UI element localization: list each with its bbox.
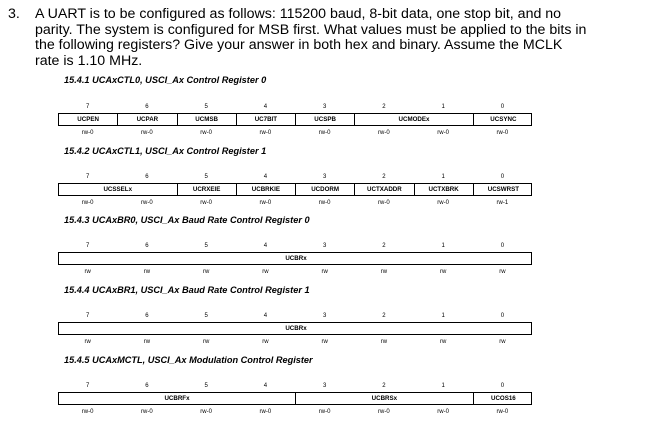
access-type: rw-0 — [141, 130, 153, 136]
bit-number: 4 — [263, 243, 268, 249]
access-type: rw-0 — [81, 200, 94, 206]
bit-number: 7 — [85, 104, 90, 110]
access-type: rw — [202, 269, 210, 275]
access-type: rw-0 — [141, 200, 153, 206]
access-type: rw-0 — [200, 200, 212, 206]
access-type: rw — [380, 339, 388, 345]
access-type: rw-0 — [259, 409, 272, 415]
bit-number: 3 — [322, 313, 327, 319]
register-field: UCPAR — [118, 114, 177, 125]
bit-number: 6 — [145, 104, 149, 110]
register-field: UCTXBRK — [415, 184, 474, 195]
register-fields — [58, 322, 532, 335]
bit-number: 5 — [204, 243, 208, 249]
register-title: 15.4.4 UCAxBR1, USCI_Ax Baud Rate Control Register 1 — [64, 285, 310, 295]
bit-number-row — [58, 382, 532, 392]
bit-number: 3 — [322, 104, 327, 110]
register-field: UCPEN — [59, 114, 118, 125]
bit-number: 2 — [382, 174, 386, 180]
bit-number: 5 — [204, 313, 208, 319]
access-type: rw-0 — [496, 409, 509, 415]
register-field: UC7BIT — [237, 114, 296, 125]
bit-number: 7 — [85, 174, 90, 180]
bit-number-row — [58, 312, 532, 322]
access-type: rw — [439, 269, 447, 275]
register-field: UCMODEx — [355, 114, 474, 125]
bit-number: 0 — [500, 383, 505, 389]
register-title: 15.4.3 UCAxBR0, USCI_Ax Baud Rate Control Register 0 — [64, 215, 310, 225]
register-field: UCRXEIE — [178, 184, 237, 195]
question-number: 3. — [8, 6, 20, 22]
bit-number: 0 — [500, 243, 505, 249]
bit-number: 3 — [322, 383, 327, 389]
access-type: rw — [499, 339, 506, 345]
register-diagram — [58, 103, 532, 137]
bit-number: 5 — [204, 174, 208, 180]
bit-number: 2 — [382, 383, 386, 389]
access-row — [58, 268, 532, 278]
access-type: rw-0 — [496, 130, 509, 136]
register-field: UCBRKIE — [237, 184, 296, 195]
access-type: rw — [202, 339, 210, 345]
access-type: rw-0 — [378, 409, 390, 415]
bit-number: 4 — [263, 174, 268, 180]
bit-number: 4 — [263, 383, 268, 389]
access-type: rw — [143, 339, 151, 345]
register-title: 15.4.1 UCAxCTL0, USCI_Ax Control Register 0 — [64, 75, 267, 85]
access-type: rw-0 — [378, 200, 390, 206]
access-type: rw — [262, 339, 269, 345]
access-type: rw-0 — [318, 200, 331, 206]
bit-number: 2 — [382, 313, 386, 319]
register-field: UCBRFx — [59, 393, 296, 404]
register-field: UCDORM — [296, 184, 355, 195]
bit-number: 1 — [441, 104, 445, 110]
access-type: rw-0 — [200, 130, 212, 136]
bit-number: 7 — [85, 243, 90, 249]
register-field: UCMSB — [178, 114, 237, 125]
bit-number: 6 — [145, 174, 149, 180]
register-field: UCSYNC — [490, 116, 517, 123]
bit-number: 1 — [441, 313, 445, 319]
bit-number: 0 — [500, 313, 505, 319]
register-field: UCSPB — [296, 114, 355, 125]
register-field: UCTXADDR — [355, 184, 414, 195]
access-type: rw-0 — [378, 130, 390, 136]
bit-number: 2 — [382, 104, 386, 110]
register-field: UCBRSx — [296, 393, 474, 404]
bit-number: 1 — [441, 383, 445, 389]
register-field: UCOS16 — [490, 395, 516, 402]
access-type: rw — [262, 269, 269, 275]
access-type: rw-0 — [141, 409, 153, 415]
access-type: rw — [439, 339, 447, 345]
bit-number: 6 — [145, 243, 149, 249]
bit-number-row — [58, 103, 532, 113]
register-diagram — [58, 382, 532, 416]
access-type: rw-0 — [318, 409, 331, 415]
register-fields — [58, 113, 532, 126]
bit-number: 7 — [85, 313, 90, 319]
question-line: A UART is to be configured as follows: 115200 baud, 8-bit data, one stop bit, and no — [35, 6, 562, 22]
access-type: rw-0 — [259, 200, 272, 206]
access-type: rw — [499, 269, 506, 275]
access-type: rw-0 — [200, 409, 212, 415]
bit-number: 6 — [145, 313, 149, 319]
bit-number: 1 — [441, 174, 445, 180]
access-row — [58, 408, 532, 418]
register-diagram — [58, 173, 532, 207]
bit-number: 2 — [382, 243, 386, 249]
access-type: rw-0 — [437, 200, 449, 206]
access-type: rw-0 — [81, 409, 94, 415]
register-fields — [58, 183, 532, 196]
access-type: rw — [84, 269, 91, 275]
access-type: rw-0 — [437, 409, 449, 415]
access-type: rw — [143, 269, 151, 275]
access-row — [58, 338, 532, 348]
register-field: UCBRx — [285, 325, 307, 332]
bit-number: 5 — [204, 383, 208, 389]
register-fields — [58, 252, 532, 265]
access-type: rw-1 — [496, 200, 509, 206]
bit-number: 6 — [145, 383, 149, 389]
access-type: rw-0 — [81, 130, 94, 136]
access-row — [58, 199, 532, 209]
access-type: rw — [380, 269, 388, 275]
question-line: rate is 1.10 MHz. — [35, 52, 143, 69]
access-type: rw — [321, 339, 328, 345]
bit-number: 0 — [500, 104, 505, 110]
register-field: UCSWRST — [487, 186, 520, 193]
access-type: rw — [84, 339, 91, 345]
bit-number: 5 — [204, 104, 208, 110]
register-diagram — [58, 312, 532, 346]
register-fields — [58, 392, 532, 405]
register-diagram — [58, 242, 532, 276]
bit-number: 3 — [322, 174, 327, 180]
access-row — [58, 129, 532, 139]
access-type: rw-0 — [259, 130, 272, 136]
bit-number-row — [58, 242, 532, 252]
bit-number-row — [58, 173, 532, 183]
bit-number: 0 — [500, 174, 505, 180]
register-field: UCSSELx — [59, 184, 178, 195]
register-title: 15.4.2 UCAxCTL1, USCI_Ax Control Register 1 — [64, 146, 267, 156]
register-title: 15.4.5 UCAxMCTL, USCI_Ax Modulation Control Register — [64, 355, 313, 365]
bit-number: 3 — [322, 243, 327, 249]
access-type: rw-0 — [437, 130, 449, 136]
question-line: the following registers? Give your answer in both hex and binary. Assume the MCLK — [35, 37, 563, 53]
bit-number: 7 — [85, 383, 90, 389]
bit-number: 4 — [263, 313, 268, 319]
question-line: parity. The system is configured for MSB first. What values must be applied to the bits in — [35, 21, 587, 38]
access-type: rw — [321, 269, 328, 275]
bit-number: 1 — [441, 243, 445, 249]
access-type: rw-0 — [318, 130, 331, 136]
bit-number: 4 — [263, 104, 268, 110]
register-field: UCBRx — [285, 255, 307, 262]
